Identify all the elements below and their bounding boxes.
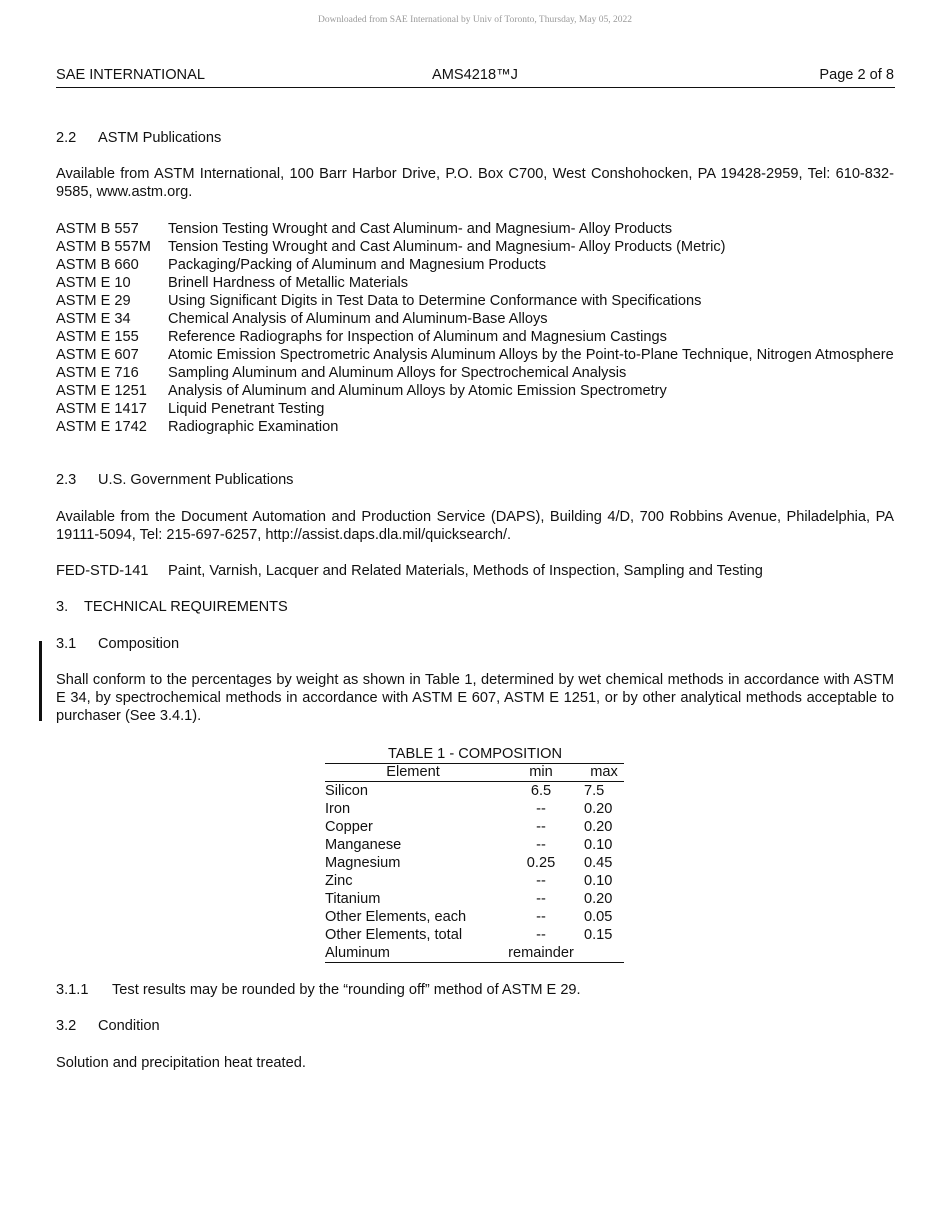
- cell-min: --: [536, 801, 546, 817]
- table-row: [325, 782, 624, 800]
- cell-element: Other Elements, each: [325, 909, 467, 925]
- cell-min: --: [536, 819, 546, 835]
- header-page-number: Page 2 of 8: [819, 67, 894, 83]
- section-3-1-paragraph: Shall conform to the percentages by weight as shown in Table 1, determined by wet chemical methods in accordance with ASTM E 34, by spectrochemical methods in accordance with ASTM E 607, ASTM E 1251, or by other analytical methods acceptable to purchaser (See 3.4.1).: [56, 672, 894, 724]
- cell-max: 0.20: [584, 801, 613, 817]
- section-title: Composition: [98, 636, 180, 652]
- reference-title: Packaging/Packing of Aluminum and Magnesium Products: [168, 257, 547, 273]
- reference-title: Tension Testing Wrought and Cast Aluminum- and Magnesium- Alloy Products (Metric): [168, 239, 726, 255]
- table-row: [325, 818, 624, 836]
- reference-row: [56, 382, 894, 400]
- reference-code: ASTM E 29: [56, 293, 131, 309]
- reference-code: ASTM B 660: [56, 257, 139, 273]
- cell-element: Magnesium: [325, 855, 401, 871]
- reference-code: ASTM E 607: [56, 347, 139, 363]
- reference-title: Analysis of Aluminum and Aluminum Alloys by Atomic Emission Spectrometry: [168, 383, 667, 399]
- cell-min: 0.25: [526, 855, 556, 871]
- column-header-max: max: [590, 764, 618, 780]
- cell-max: 0.20: [584, 819, 613, 835]
- cell-element: Other Elements, total: [325, 927, 463, 943]
- reference-code: ASTM E 1417: [56, 401, 147, 417]
- section-3-1-heading: [56, 635, 179, 653]
- section-2-3-heading: [56, 471, 293, 489]
- section-text: Test results may be rounded by the “rounding off” method of ASTM E 29.: [112, 982, 581, 998]
- reference-row: [56, 346, 894, 364]
- section-3-2-heading: [56, 1017, 160, 1035]
- section-number: 2.3: [56, 472, 77, 488]
- reference-row: [56, 238, 894, 256]
- reference-row: [56, 292, 894, 310]
- reference-code: ASTM E 1742: [56, 419, 147, 435]
- table-title: TABLE 1 - COMPOSITION: [387, 746, 563, 762]
- composition-table: [325, 745, 624, 963]
- cell-max: 0.20: [584, 891, 613, 907]
- table-row: [325, 944, 624, 963]
- table-header-row: [325, 763, 624, 782]
- reference-code: ASTM B 557: [56, 221, 139, 237]
- section-number: 3.1.1: [56, 982, 89, 998]
- reference-title: Sampling Aluminum and Aluminum Alloys for Spectrochemical Analysis: [168, 365, 627, 381]
- section-title: TECHNICAL REQUIREMENTS: [84, 599, 288, 615]
- reference-title: Liquid Penetrant Testing: [168, 401, 325, 417]
- table-row: [325, 872, 624, 890]
- cell-max: 0.10: [584, 873, 613, 889]
- cell-max: 0.45: [584, 855, 613, 871]
- cell-max: 0.05: [584, 909, 613, 925]
- column-header-element: Element: [386, 764, 440, 780]
- table-row: [325, 854, 624, 872]
- reference-code: ASTM E 34: [56, 311, 131, 327]
- section-number: 2.2: [56, 130, 77, 146]
- cell-element: Aluminum: [325, 945, 390, 961]
- fed-std-reference: [56, 562, 894, 580]
- header-rule: [56, 87, 895, 88]
- section-number: 3.2: [56, 1018, 77, 1034]
- section-title: Condition: [98, 1018, 160, 1034]
- section-2-2-heading: [56, 129, 221, 147]
- revision-change-bar: [39, 641, 42, 721]
- cell-min: --: [536, 837, 546, 853]
- download-watermark: Downloaded from SAE International by Univ of Toronto, Thursday, May 05, 2022: [318, 15, 632, 25]
- reference-row: [56, 400, 894, 418]
- reference-title: Brinell Hardness of Metallic Materials: [168, 275, 409, 291]
- reference-code: ASTM E 1251: [56, 383, 147, 399]
- reference-row: [56, 256, 894, 274]
- section-2-3-paragraph: Available from the Document Automation and Production Service (DAPS), Building 4/D, 700 Robbins Avenue, Philadelphia, PA 19111-5094, Tel: 215-697-6257, http://assist.daps.dla.mil/quicksearch/.: [56, 509, 894, 543]
- astm-reference-list: [56, 220, 894, 436]
- cell-element: Copper: [325, 819, 373, 835]
- reference-code: ASTM E 155: [56, 329, 139, 345]
- cell-min: --: [536, 927, 546, 943]
- section-title: ASTM Publications: [98, 130, 222, 146]
- reference-title: Using Significant Digits in Test Data to Determine Conformance with Specifications: [168, 293, 702, 309]
- cell-element: Zinc: [325, 873, 353, 889]
- reference-row: [56, 274, 894, 292]
- cell-max: 0.15: [584, 927, 613, 943]
- reference-row: [56, 220, 894, 238]
- reference-row: [56, 328, 894, 346]
- reference-title: Chemical Analysis of Aluminum and Aluminum-Base Alloys: [168, 311, 548, 327]
- table-row: [325, 890, 624, 908]
- section-3-heading: [56, 598, 288, 616]
- cell-element: Iron: [325, 801, 351, 817]
- cell-min: 6.5: [530, 783, 552, 799]
- section-3-1-1-statement: [56, 981, 581, 999]
- reference-code: ASTM E 716: [56, 365, 139, 381]
- table-row: [325, 926, 624, 944]
- cell-max: 0.10: [584, 837, 613, 853]
- table-row: [325, 836, 624, 854]
- cell-max: [581, 944, 624, 962]
- section-number: 3.1: [56, 636, 77, 652]
- cell-min: --: [536, 873, 546, 889]
- column-header-min: min: [529, 764, 553, 780]
- reference-title: Radiographic Examination: [168, 419, 339, 435]
- section-3-2-paragraph: Solution and precipitation heat treated.: [56, 1055, 306, 1071]
- table-row: [325, 800, 624, 818]
- section-2-2-paragraph: Available from ASTM International, 100 Barr Harbor Drive, P.O. Box C700, West Conshohocken, PA 19428-2959, Tel: 610-832-9585, www.astm.org.: [56, 166, 894, 200]
- table-row: [325, 908, 624, 926]
- cell-element: Silicon: [325, 783, 368, 799]
- reference-row: [56, 418, 894, 436]
- reference-row: [56, 364, 894, 382]
- header-organization: SAE INTERNATIONAL: [56, 67, 205, 83]
- header-document-id: AMS4218™J: [432, 67, 518, 83]
- reference-title: Paint, Varnish, Lacquer and Related Materials, Methods of Inspection, Sampling and Testing: [168, 563, 763, 579]
- cell-max: 7.5: [584, 783, 605, 799]
- cell-element: Titanium: [325, 891, 381, 907]
- reference-title: Reference Radiographs for Inspection of Aluminum and Magnesium Castings: [168, 329, 667, 345]
- cell-min: remainder: [508, 945, 574, 961]
- cell-element: Manganese: [325, 837, 402, 853]
- reference-code: ASTM B 557M: [56, 239, 151, 255]
- section-number: 3.: [56, 599, 69, 615]
- cell-min: --: [536, 909, 546, 925]
- reference-code: FED-STD-141: [56, 563, 149, 579]
- cell-min: --: [536, 891, 546, 907]
- reference-code: ASTM E 10: [56, 275, 131, 291]
- section-title: U.S. Government Publications: [98, 472, 294, 488]
- reference-title: Atomic Emission Spectrometric Analysis Aluminum Alloys by the Point-to-Plane Technique, Nitrogen Atmosphere: [168, 347, 894, 363]
- reference-title: Tension Testing Wrought and Cast Aluminum- and Magnesium- Alloy Products: [168, 221, 673, 237]
- reference-row: [56, 310, 894, 328]
